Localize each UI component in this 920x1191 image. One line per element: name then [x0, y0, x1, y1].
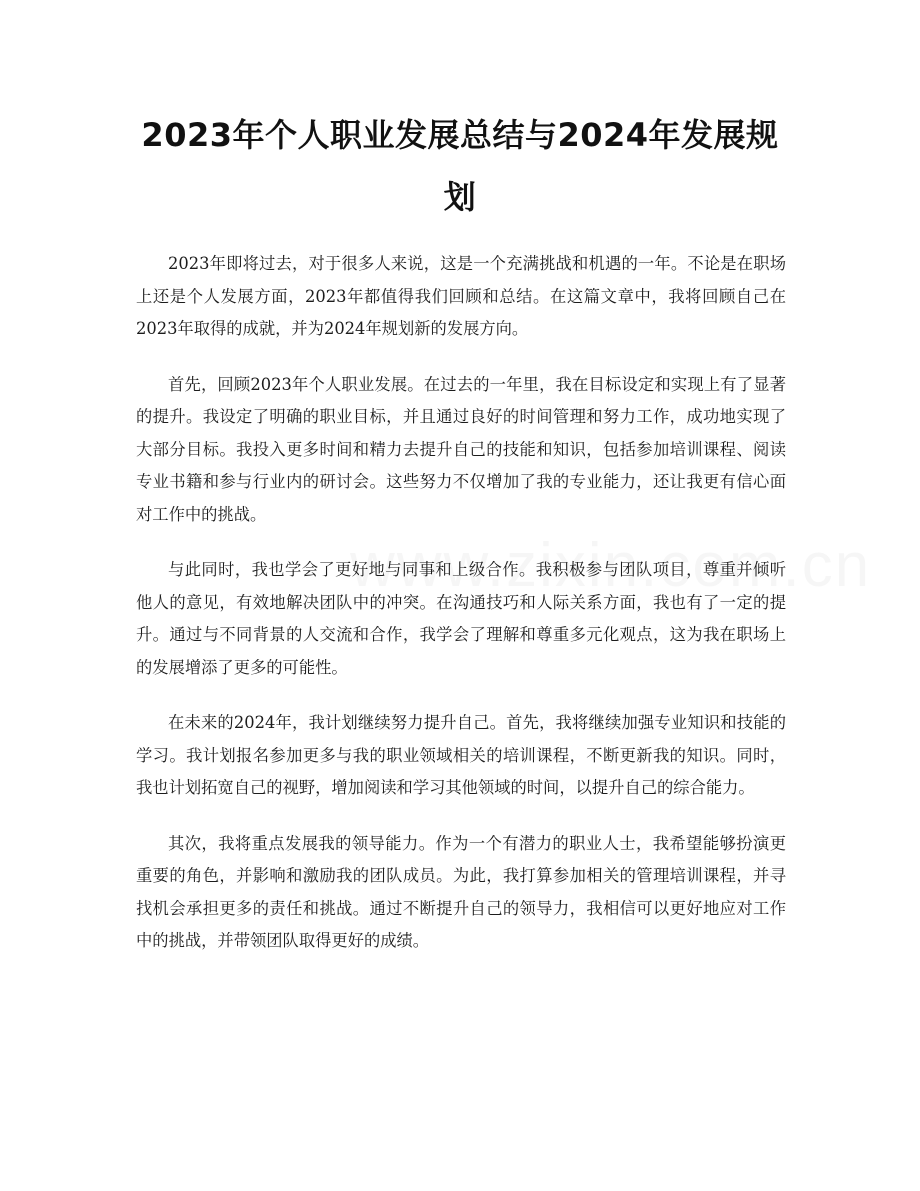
document-title: 2023年个人职业发展总结与2024年发展规划	[141, 116, 779, 216]
paragraph-review-2023: 首先，回顾2023年个人职业发展。在过去的一年里，我在目标设定和实现上有了显著的提升。我设定了明确的职业目标，并且通过良好的时间管理和努力工作，成功地实现了大部分目标。我投入更多时间和精力去提升自己的技能和知识，包括参加培训课程、阅读专业书籍和参与行业内的研讨会。这些努力不仅增加了我的专业能力，还让我更有信心面对工作中的挑战。	[136, 374, 786, 524]
paragraph-intro: 2023年即将过去，对于很多人来说，这是一个充满挑战和机遇的一年。不论是在职场上还是个人发展方面，2023年都值得我们回顾和总结。在这篇文章中，我将回顾自己在2023年取得的成就，并为2024年规划新的发展方向。	[136, 254, 786, 338]
paragraph-teamwork: 与此同时，我也学会了更好地与同事和上级合作。我积极参与团队项目，尊重并倾听他人的意见，有效地解决团队中的冲突。在沟通技巧和人际关系方面，我也有了一定的提升。通过与不同背景的人交流和合作，我学会了理解和尊重多元化观点，这为我在职场上的发展增添了更多的可能性。	[136, 560, 786, 677]
document-body	[136, 248, 786, 981]
paragraph-plan-2024: 在未来的2024年，我计划继续努力提升自己。首先，我将继续加强专业知识和技能的学习。我计划报名参加更多与我的职业领域相关的培训课程，不断更新我的知识。同时，我也计划拓宽自己的视野，增加阅读和学习其他领域的时间，以提升自己的综合能力。	[136, 713, 786, 797]
paragraph-leadership: 其次，我将重点发展我的领导能力。作为一个有潜力的职业人士，我希望能够扮演更重要的角色，并影响和激励我的团队成员。为此，我打算参加相关的管理培训课程，并寻找机会承担更多的责任和挑战。通过不断提升自己的领导力，我相信可以更好地应对工作中的挑战，并带领团队取得更好的成绩。	[136, 833, 786, 950]
